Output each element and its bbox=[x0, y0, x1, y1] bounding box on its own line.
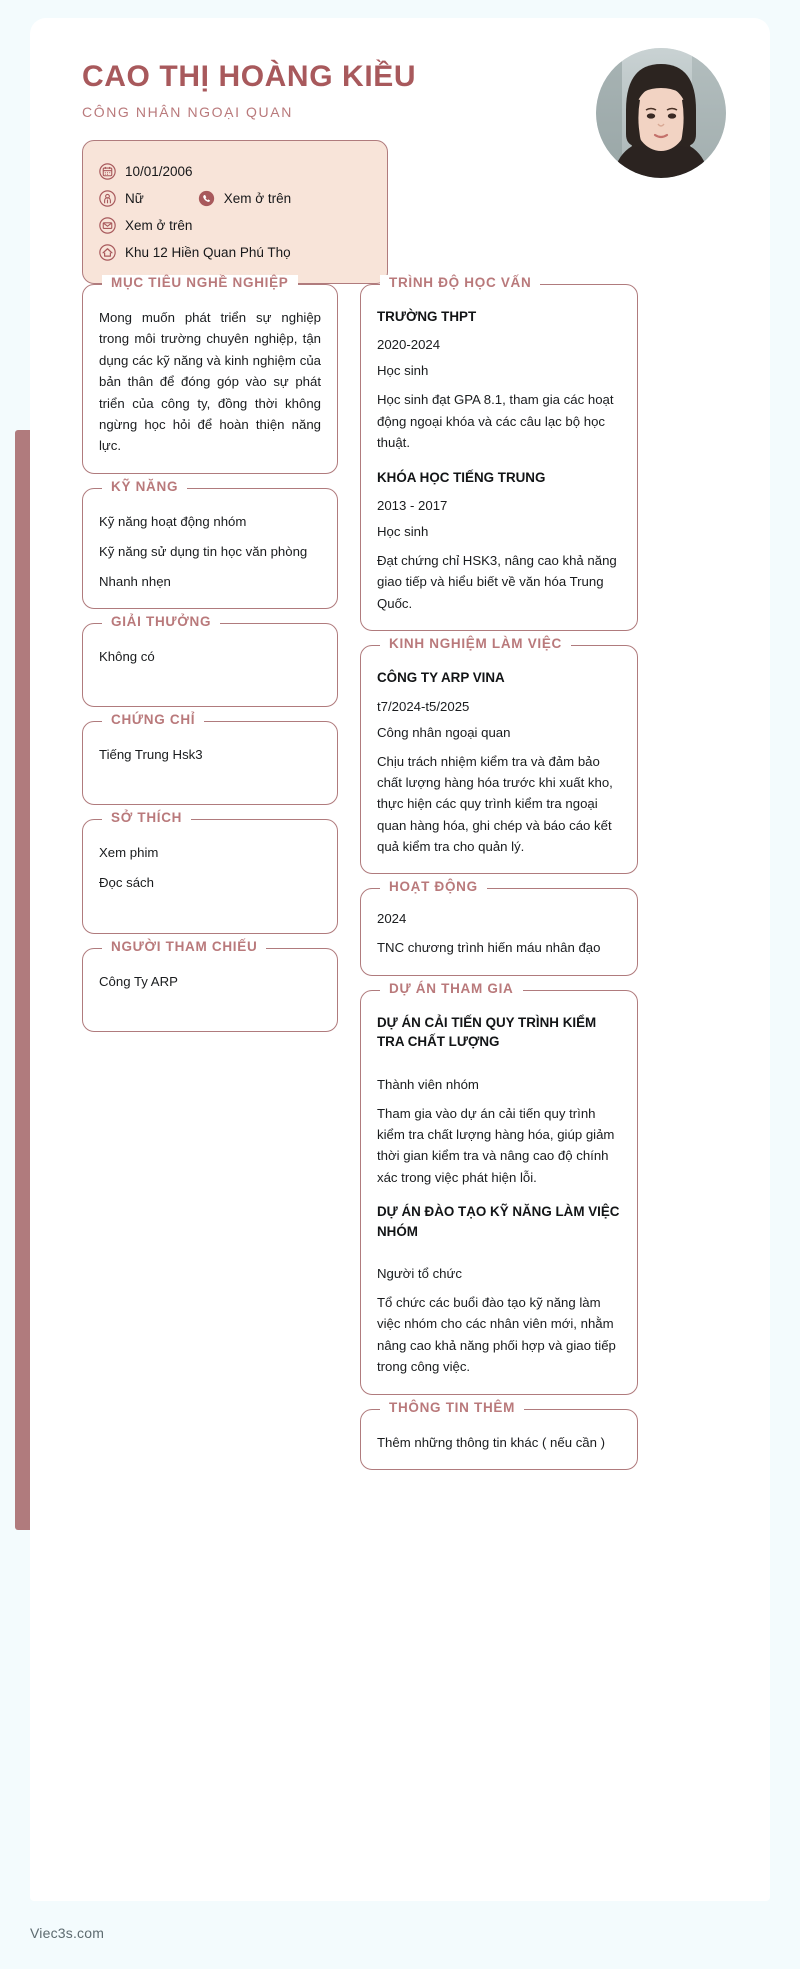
experience-entry bbox=[377, 668, 621, 857]
section-skills bbox=[82, 478, 338, 609]
entry-role: Học sinh bbox=[377, 363, 429, 379]
entry-name: CÔNG TY ARP VINA bbox=[377, 670, 505, 686]
objective-text: Mong muốn phát triển sự nghiệp trong môi trường chuyên nghiệp, tận dụng các kỹ năng và kinh nghiệm của bản thân để đóng góp vào sự phát triển của công ty, đồng thời không ngừng học hỏi để hoàn thiện năng lực. bbox=[99, 310, 321, 454]
entry-role: Công nhân ngoại quan bbox=[377, 724, 511, 740]
section-title-education: TRÌNH ĐỘ HỌC VẤN bbox=[380, 275, 540, 290]
section-title-hobbies: SỞ THÍCH bbox=[102, 810, 191, 825]
section-title-experience: KINH NGHIỆM LÀM VIỆC bbox=[380, 636, 571, 651]
birthday-value: 10/01/2006 bbox=[125, 163, 193, 179]
list-item: Công Ty ARP bbox=[99, 973, 178, 989]
section-title-activities: HOẠT ĐỘNG bbox=[380, 879, 487, 894]
entry-role: Thành viên nhóm bbox=[377, 1076, 479, 1092]
section-title-additional-info: THÔNG TIN THÊM bbox=[380, 1400, 524, 1415]
list-item: Kỹ năng hoạt động nhóm bbox=[99, 513, 247, 529]
entry-name: TRƯỜNG THPT bbox=[377, 309, 477, 324]
email-value: Xem ở trên bbox=[125, 217, 193, 233]
education-entry bbox=[377, 307, 621, 454]
section-title-certificates: CHỨNG CHỈ bbox=[102, 712, 204, 727]
entry-description: Tổ chức các buổi đào tạo kỹ năng làm việc nhóm cho các nhân viên mới, nhằm nâng cao khả năng phối hợp và giao tiếp trong công việc. bbox=[377, 1295, 616, 1375]
section-title-awards: GIẢI THƯỞNG bbox=[102, 614, 220, 629]
section-title-references: NGƯỜI THAM CHIẾU bbox=[102, 939, 266, 954]
footer-brand: Viec3s.com bbox=[30, 1925, 105, 1941]
entry-description: Đạt chứng chỉ HSK3, nâng cao khả năng giao tiếp và hiểu biết về văn hóa Trung Quốc. bbox=[377, 553, 617, 611]
entry-period: 2013 - 2017 bbox=[377, 498, 448, 513]
phone-value: Xem ở trên bbox=[223, 190, 292, 206]
entry-description: Tham gia vào dự án cải tiến quy trình kiểm tra chất lượng hàng hóa, giúp giảm thời gian kiểm tra và nâng cao độ chính xác trong việc phát hiện lỗi. bbox=[377, 1105, 615, 1185]
section-certificates bbox=[82, 712, 338, 805]
entry-period: 2020-2024 bbox=[377, 337, 441, 353]
gender-icon bbox=[99, 190, 116, 207]
section-activities bbox=[360, 879, 638, 975]
entry-name: DỰ ÁN CẢI TIẾN QUY TRÌNH KIỂM TRA CHẤT LƯỢNG bbox=[377, 1014, 597, 1050]
section-projects bbox=[360, 980, 638, 1395]
section-objective bbox=[82, 275, 338, 474]
candidate-job-title: CÔNG NHÂN NGOẠI QUAN bbox=[82, 104, 293, 120]
right-column bbox=[360, 275, 638, 1484]
section-education bbox=[360, 275, 638, 631]
section-experience bbox=[360, 636, 638, 874]
entry-name: DỰ ÁN ĐÀO TẠO KỸ NĂNG LÀM VIỆC NHÓM bbox=[377, 1204, 620, 1239]
project-entry bbox=[377, 1013, 621, 1188]
section-awards bbox=[82, 614, 338, 707]
section-title-objective: MỤC TIÊU NGHỀ NGHIỆP bbox=[102, 275, 298, 290]
entry-description: TNC chương trình hiến máu nhân đạo bbox=[377, 940, 601, 956]
left-column bbox=[82, 275, 338, 1046]
address-value: Khu 12 Hiền Quan Phú Thọ bbox=[125, 244, 291, 260]
entry-role: Người tổ chức bbox=[377, 1266, 462, 1282]
list-item: Xem phim bbox=[99, 845, 159, 861]
section-additional-info bbox=[360, 1399, 638, 1470]
resume-sheet bbox=[30, 18, 770, 1901]
entry-period: t7/2024-t5/2025 bbox=[377, 698, 470, 714]
phone-icon bbox=[198, 190, 215, 207]
list-item: Đọc sách bbox=[99, 875, 154, 891]
entry-description: Chịu trách nhiệm kiểm tra và đảm bảo chất lượng hàng hóa trước khi xuất kho, thực hiện các quy trình kiểm tra ngoại quan hàng hóa, ghi chép và báo cáo kết quả kiểm tra cho quản lý. bbox=[377, 753, 613, 855]
list-item: Tiếng Trung Hsk3 bbox=[99, 747, 203, 763]
gender-value: Nữ bbox=[125, 190, 144, 206]
section-hobbies bbox=[82, 810, 338, 933]
entry-role: Học sinh bbox=[377, 524, 429, 539]
activity-entry bbox=[377, 911, 621, 958]
list-item: Thêm những thông tin khác ( nếu cần ) bbox=[377, 1434, 606, 1450]
contact-row-birthday bbox=[99, 161, 371, 181]
envelope-icon bbox=[99, 217, 116, 234]
entry-period: 2024 bbox=[377, 911, 407, 927]
contact-row-email bbox=[99, 215, 371, 235]
entry-description: Học sinh đạt GPA 8.1, tham gia các hoạt động ngoại khóa và các câu lạc bộ học thuật. bbox=[377, 392, 614, 451]
contact-row-address bbox=[99, 242, 371, 262]
candidate-name: CAO THỊ HOÀNG KIỀU bbox=[82, 60, 417, 93]
avatar bbox=[596, 48, 726, 178]
home-icon bbox=[99, 244, 116, 261]
contact-row-gender-phone bbox=[99, 188, 371, 208]
list-item: Nhanh nhẹn bbox=[99, 573, 171, 589]
education-entry bbox=[377, 468, 621, 615]
section-references bbox=[82, 938, 338, 1032]
contact-box bbox=[82, 140, 388, 284]
list-item: Không có bbox=[99, 649, 155, 664]
section-title-skills: KỸ NĂNG bbox=[102, 479, 187, 494]
left-accent-bar bbox=[15, 430, 31, 1530]
section-title-projects: DỰ ÁN THAM GIA bbox=[380, 981, 523, 996]
list-item: Kỹ năng sử dụng tin học văn phòng bbox=[99, 543, 308, 559]
entry-name: KHÓA HỌC TIẾNG TRUNG bbox=[377, 469, 546, 485]
project-entry bbox=[377, 1202, 621, 1377]
calendar-icon bbox=[99, 163, 116, 180]
